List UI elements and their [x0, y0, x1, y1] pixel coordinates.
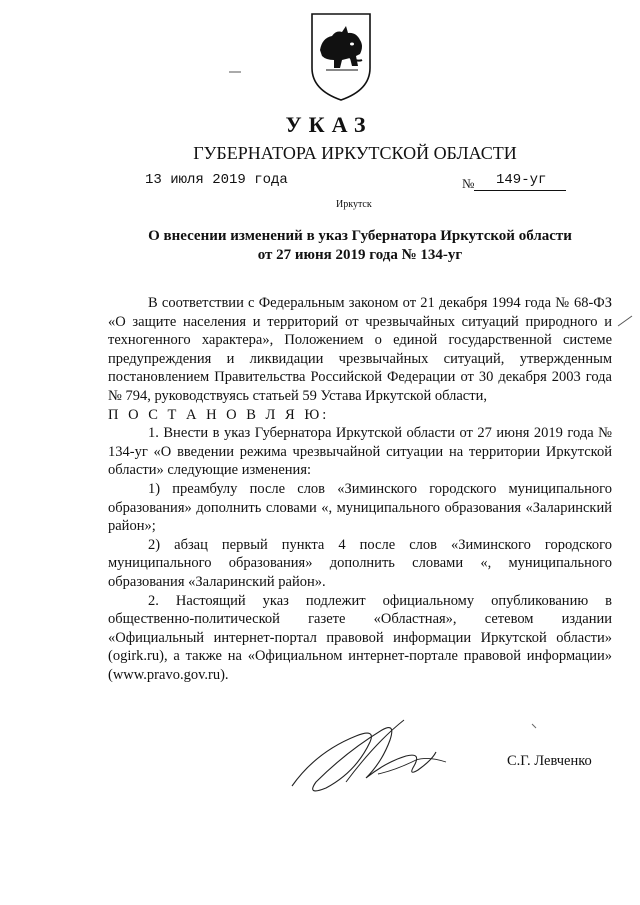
- heading-line-1: О внесении изменений в указ Губернатора Иркутской области: [148, 228, 572, 244]
- document-city: Иркутск: [336, 199, 372, 210]
- document-heading: [100, 227, 620, 265]
- document-date: 13 июля 2019 года: [145, 172, 288, 188]
- item-2: 2. Настоящий указ подлежит официальному опубликованию в общественно-политической газете «Областная», сетевом издании «Официальный интернет-портал правовой информации Иркутской области» (ogirk.ru), а также на «Официальном интернет-портале правовой информации» (www.pravo.gov.ru).: [108, 592, 612, 683]
- preamble-paragraph: В соответствии с Федеральным законом от 21 декабря 1994 года № 68-ФЗ «О защите населения и территорий от чрезвычайных ситуаций природного и техногенного характера», Положением о единой государственной системе предупреждения и ликвидации чрезвычайных ситуаций, утвержденным постановлением Правительства Российской Федерации от 30 декабря 2003 года № 794, руководствуясь статьей 59 Устава Иркутской области,: [108, 295, 612, 404]
- decree-word: П О С Т А Н О В Л Я Ю:: [108, 406, 330, 423]
- document-number: 149-уг: [496, 172, 547, 188]
- coat-of-arms-icon: [306, 10, 376, 102]
- signer-name: С.Г. Левченко: [507, 753, 592, 769]
- number-underline: [474, 190, 566, 191]
- item-1-subitem-1: 1) преамбулу после слов «Зиминского городского муниципального образования» дополнить словами «, муниципального образования «Заларинский район»;: [108, 480, 612, 535]
- handwritten-signature: [286, 712, 456, 796]
- scan-mark: [530, 722, 538, 730]
- number-label: №: [462, 176, 475, 191]
- item-1: 1. Внести в указ Губернатора Иркутской области от 27 июня 2019 года № 134-уг «О введении режима чрезвычайной ситуации на территории Иркутской области» следующие изменения:: [108, 425, 612, 479]
- item-1-subitem-2: 2) абзац первый пункта 4 после слов «Зиминского городского муниципального образования» дополнить словами «, муниципального образования «Заларинский район».: [108, 536, 612, 590]
- scan-mark: [228, 70, 242, 74]
- issuer-title: ГУБЕРНАТОРА ИРКУТСКОЙ ОБЛАСТИ: [193, 143, 517, 163]
- document-type: УКАЗ: [285, 112, 373, 137]
- scan-mark: [616, 314, 634, 328]
- document-body: [108, 294, 612, 684]
- heading-line-2: от 27 июня 2019 года № 134-уг: [257, 247, 463, 263]
